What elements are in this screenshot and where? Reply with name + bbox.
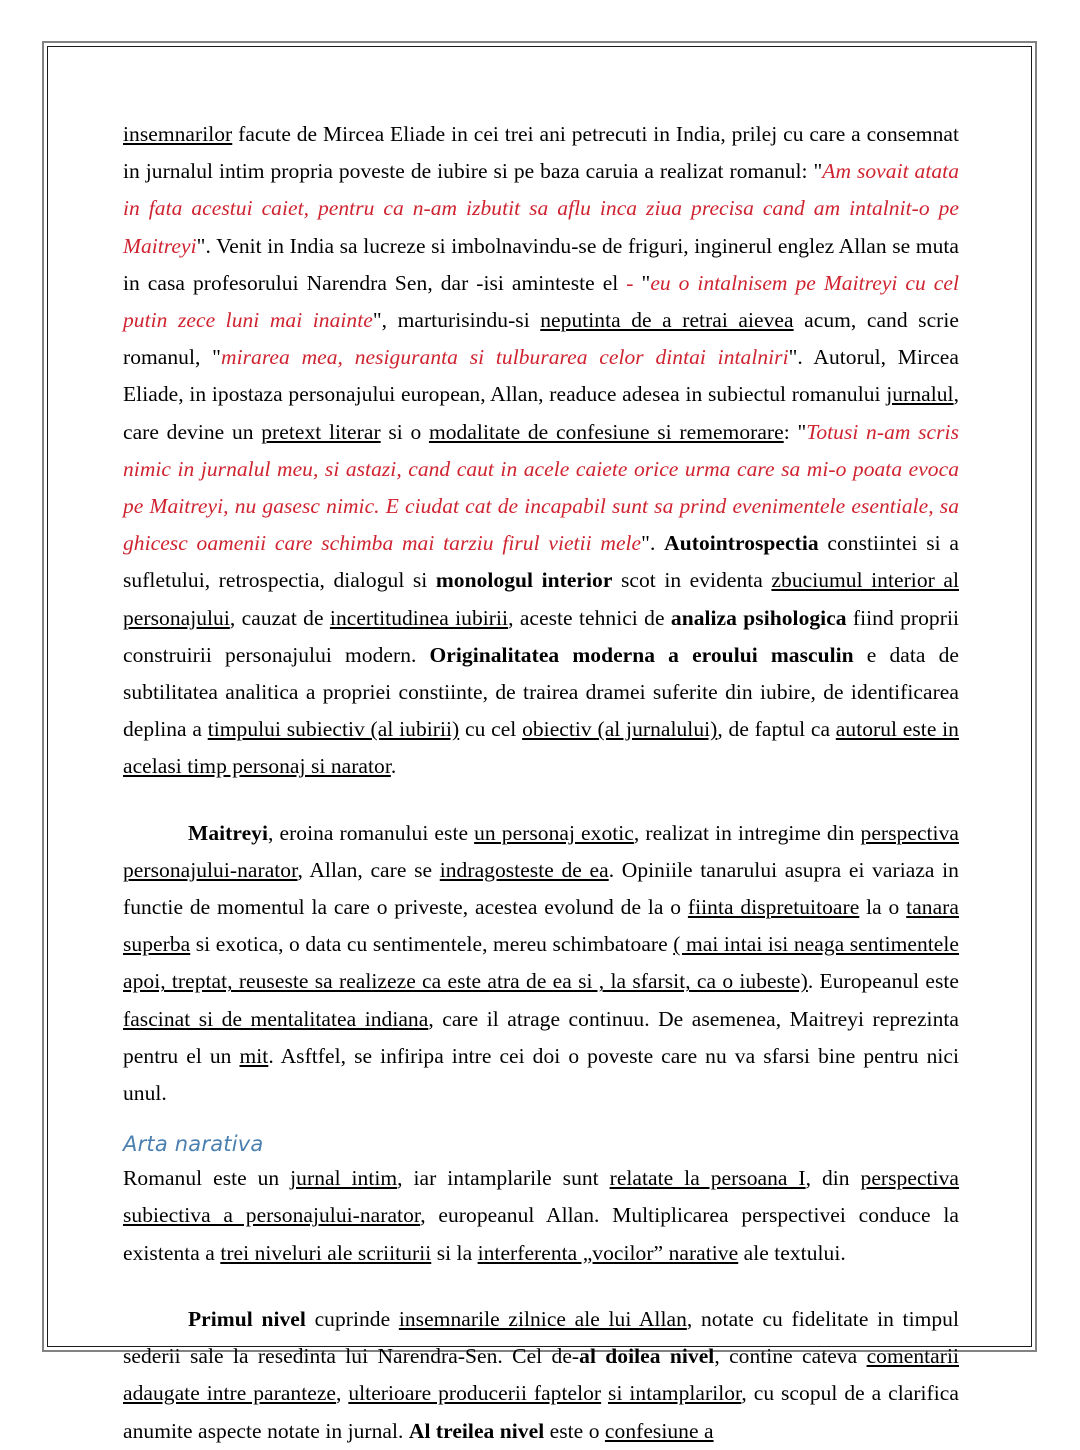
underlined-text: fascinat si de mentalitatea indiana [123,1006,429,1031]
plain-text: ". Venit in India sa lucreze si imbolnavindu-se de friguri, inginerul englez Allan se muta in casa profesorului Narendra Sen, dar -isi aminteste el [123,233,959,295]
plain-text: si o [380,419,429,444]
quotation-text: - [626,270,634,295]
underlined-text: un personaj exotic [474,820,634,845]
plain-text: , contine cateva [714,1344,867,1369]
plain-text: si exotica, o data cu sentimentele, mereu schimbatoare [190,932,674,957]
underlined-text: incertitudinea iubirii [329,605,509,630]
underlined-text: indragosteste de ea [439,857,609,882]
underlined-text: insemnarile zilnice ale lui Allan [398,1306,687,1331]
bold-text: Primul nivel [188,1306,306,1331]
plain-text: , care il atrage continuu. De asemenea, Maitreyi reprezinta pentru el un [123,1006,959,1068]
quotation-text: eu o intalnisem pe Maitreyi cu cel putin zece luni mai inainte [123,270,959,333]
plain-text: constiintei si a sufletului, retrospectia, dialogul si [123,531,959,593]
underlined-text: si intamplarilor [608,1381,742,1406]
bold-text: al doilea nivel [579,1344,715,1369]
plain-text: e data de subtilitatea analitica a propriei constiinte, de trairea dramei suferite din iubire, de identificarea deplina a [123,642,959,742]
plain-text: , de faptul ca [717,717,836,742]
underlined-text: insemnarilor [123,122,233,146]
underlined-text: mit [239,1043,269,1068]
plain-text: " [813,159,823,184]
underlined-text: jurnal intim [290,1166,398,1191]
plain-text: ale textului. [738,1240,846,1265]
body-paragraph-2 [123,815,959,1113]
plain-text: . Asftfel, se infiripa intre cei doi o poveste care nu va sfarsi bine pentru nici unul. [123,1043,960,1106]
underlined-text: perspectiva personajului-narator [123,820,959,882]
underlined-text: fiinta dispretuitoare [687,895,860,920]
plain-text: scot in evidenta [612,568,772,593]
bold-text: Al treilea nivel [408,1418,545,1443]
underlined-text: neputinta de a retrai aievea [540,308,794,333]
bold-text: Autointrospectia [664,531,819,556]
bold-text: Maitreyi [188,820,268,845]
underlined-text: pretext literar [261,419,381,444]
plain-text: Romanul este un [123,1166,291,1191]
plain-text: , eroina romanului este [268,820,475,845]
plain-text: , Allan, care se [297,857,440,882]
body-paragraph-4 [123,1301,959,1450]
plain-text: si la [431,1240,478,1265]
bold-text: Originalitatea moderna a eroului masculin [429,642,854,667]
plain-text: " [797,419,807,444]
body-paragraph-3 [123,1160,959,1272]
quotation-text: mirarea mea, nesiguranta si tulburarea celor dintai intalniri [221,345,789,370]
plain-text: fiind proprii construirii personajului modern. [123,605,959,667]
underlined-text: tanara superba [123,895,959,957]
plain-text: cuprinde [305,1306,399,1331]
underlined-text: trei niveluri ale scriiturii [220,1240,432,1265]
plain-text: . Europeanul este [807,969,959,994]
plain-text: la o [859,895,907,920]
plain-text: : [783,419,798,444]
plain-text: . Opiniile tanarului asupra ei variaza in functie de momentul la care o priveste, acestea evolund de la o [123,857,959,920]
body-paragraph-1 [123,116,959,786]
underlined-text: zbuciumul interior al personajului [123,568,959,630]
underlined-text: comentarii adaugate intre paranteze [123,1344,960,1406]
plain-text: , notate cu fidelitate in timpul sederii sale la resedinta lui Narendra-Sen. Cel de- [123,1306,959,1369]
plain-text: ". [641,531,665,556]
underlined-text: ( mai intai isi neaga sentimentele apoi, treptat, reuseste sa realizeze ca este atra de ea si , la sfarsit, ca o iubeste) [123,932,959,994]
plain-text: este o [544,1418,605,1443]
document-content [123,116,959,1450]
section-heading-arta-narativa: Arta narativa [123,1132,264,1157]
underlined-text: obiectiv (al jurnalului) [522,717,718,742]
plain-text: " [641,270,651,295]
plain-text: , realizat in intregime din [633,820,861,845]
underlined-text: perspectiva subiectiva a personajului-narator [123,1166,959,1228]
plain-text: acum, cand scrie romanul, [123,308,959,370]
plain-text: ". Autorul, Mircea Eliade, in ipostaza personajului european, Allan, readuce adesea in subiectul romanului [123,345,959,407]
plain-text: , care devine un [123,382,959,444]
bold-text: monologul interior [435,568,613,593]
bold-text: analiza psihologica [670,605,847,630]
quotation-text: Am sovait atata in fata acestui caiet, pentru ca n-am izbutit sa aflu inca ziua precisa cand am intalnit-o pe Maitreyi [123,159,959,258]
plain-text: , iar intamplarile sunt [397,1166,610,1191]
plain-text: , din [805,1166,861,1191]
underlined-text: jurnalul [886,382,954,407]
plain-text: facute de Mircea Eliade in cei trei ani petrecuti in India, prilej cu care a consemnat in jurnalul intim propria poveste de iubire si pe baza caruia a realizat romanul: [123,122,959,184]
underlined-text: timpului subiectiv (al iubirii) [207,717,460,742]
underlined-text: confesiune a [604,1418,714,1443]
plain-text: ", marturisindu-si [372,308,541,333]
plain-text: , [336,1381,349,1406]
underlined-text: autorul este in acelasi timp personaj si narator [123,717,959,779]
plain-text: " [212,345,221,370]
quotation-text: Totusi n-am scris nimic in jurnalul meu, si astazi, cand caut in acele caiete orice urma care sa mi-o poata evoca pe Maitreyi, nu gasesc nimic. E ciudat cat de incapabil sunt sa prind evenimentele esentiale, sa ghicesc oamenii care schimba mai tarziu firul vietii mele [123,419,959,556]
underlined-text: modalitate de confesiune si rememorare [428,419,784,444]
underlined-text: ulterioare producerii faptelor [348,1381,602,1406]
plain-text: , cauzat de [229,605,330,630]
plain-text: , cu scopul de a clarifica anumite aspecte notate in jurnal. [123,1381,959,1443]
plain-text: cu cel [459,717,523,742]
underlined-text: interferenta „vocilor” narative [477,1240,739,1265]
plain-text: , europeanul Allan. Multiplicarea perspectivei conduce la existenta a [123,1203,959,1265]
plain-text: . [390,754,397,779]
plain-text [601,1381,608,1405]
underlined-text: relatate la persoana I [609,1166,806,1191]
plain-text: , aceste tehnici de [508,605,671,630]
